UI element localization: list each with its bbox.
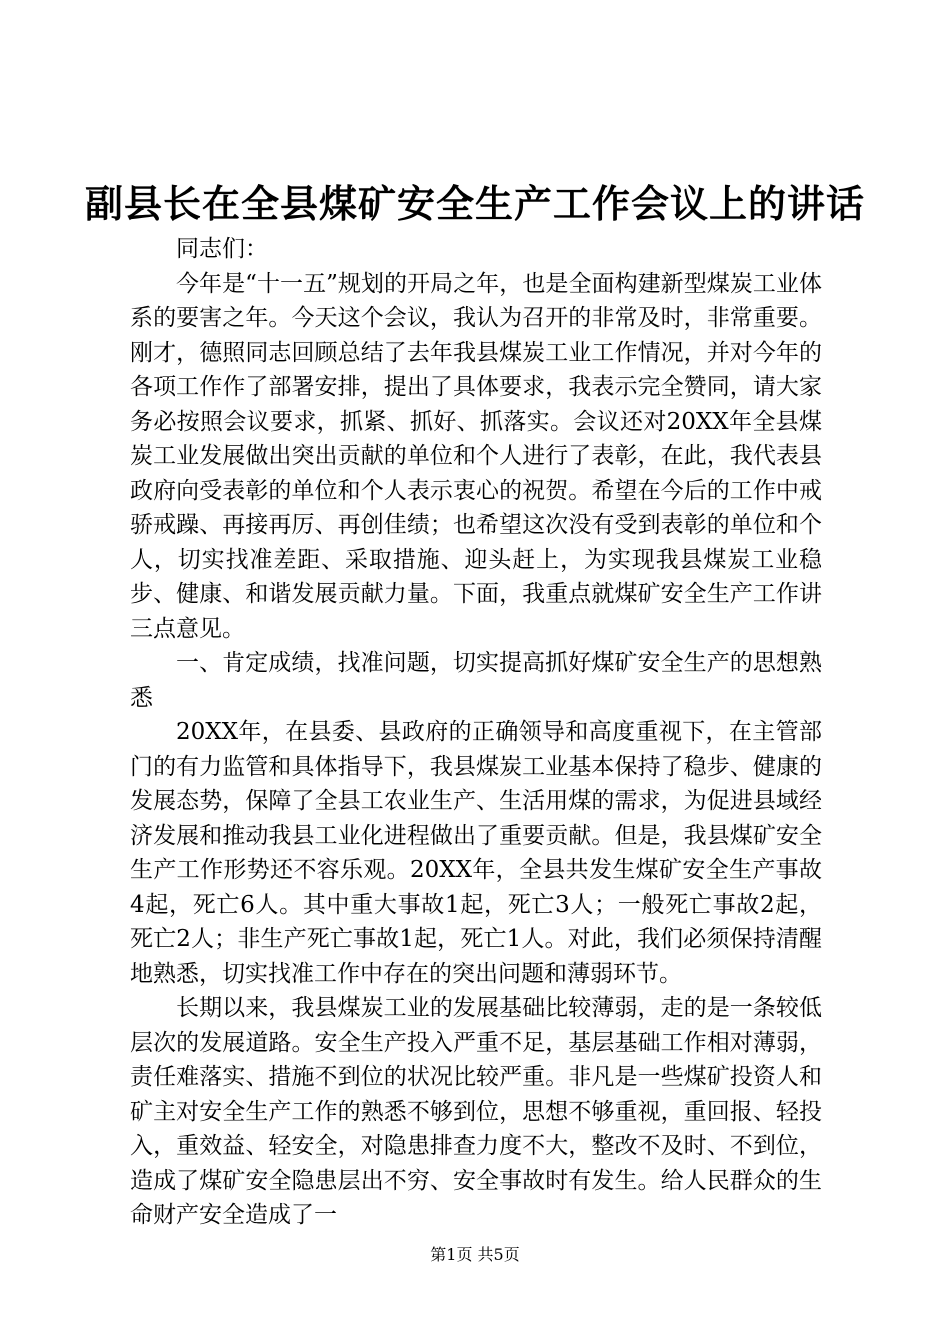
page-footer: 第1页 共5页	[430, 1245, 520, 1264]
document-title: 副县长在全县煤矿安全生产工作会议上的讲话	[84, 181, 865, 226]
body-paragraph-achievements: 20XX年，在县委、县政府的正确领导和高度重视下，在主管部门的有力监管和具体指导下，我县煤炭工业基本保持了稳步、健康的发展态势，保障了全县工农业生产、生活用煤的需求，为促进县域经济发展和推动我县工业化进程做出了重要贡献。但是，我县煤矿安全生产工作形势还不容乐观。20XX年，全县共发生煤矿安全生产事故4起，死亡6人。其中重大事故1起，死亡3人；一般死亡事故2起，死亡2人；非生产死亡事故1起，死亡1人。对此，我们必须保持清醒地熟悉，切实找准工作中存在的突出问题和薄弱环节。	[130, 719, 822, 987]
salutation: 同志们：	[176, 236, 268, 262]
body-paragraph-intro: 今年是“十一五”规划的开局之年，也是全面构建新型煤炭工业体系的要害之年。今天这个会议，我认为召开的非常及时，非常重要。刚才，德照同志回顾总结了去年我县煤炭工业工作情况，并对今年的各项工作作了部署安排，提出了具体要求，我表示完全赞同，请大家务必按照会议要求，抓紧、抓好、抓落实。会议还对20XX年全县煤炭工业发展做出突出贡献的单位和个人进行了表彰，在此，我代表县政府向受表彰的单位和个人表示衷心的祝贺。希望在今后的工作中戒骄戒躁、再接再厉、再创佳绩；也希望这次没有受到表彰的单位和个人，切实找准差距、采取措施、迎头赶上，为实现我县煤炭工业稳步、健康、和谐发展贡献力量。下面，我重点就煤矿安全生产工作讲三点意见。	[130, 270, 822, 642]
document-body	[130, 232, 822, 1233]
section-heading-1: 一、肯定成绩，找准问题，切实提高抓好煤矿安全生产的思想熟悉	[130, 650, 822, 711]
body-paragraph-problems: 长期以来，我县煤炭工业的发展基础比较薄弱，走的是一条较低层次的发展道路。安全生产投入严重不足，基层基础工作相对薄弱，责任难落实、措施不到位的状况比较严重。非凡是一些煤矿投资人和矿主对安全生产工作的熟悉不够到位，思想不够重视，重回报、轻投入，重效益、轻安全，对隐患排查力度不大，整改不及时、不到位，造成了煤矿安全隐患层出不穷、安全事故时有发生。给人民群众的生命财产安全造成了一	[130, 995, 822, 1228]
